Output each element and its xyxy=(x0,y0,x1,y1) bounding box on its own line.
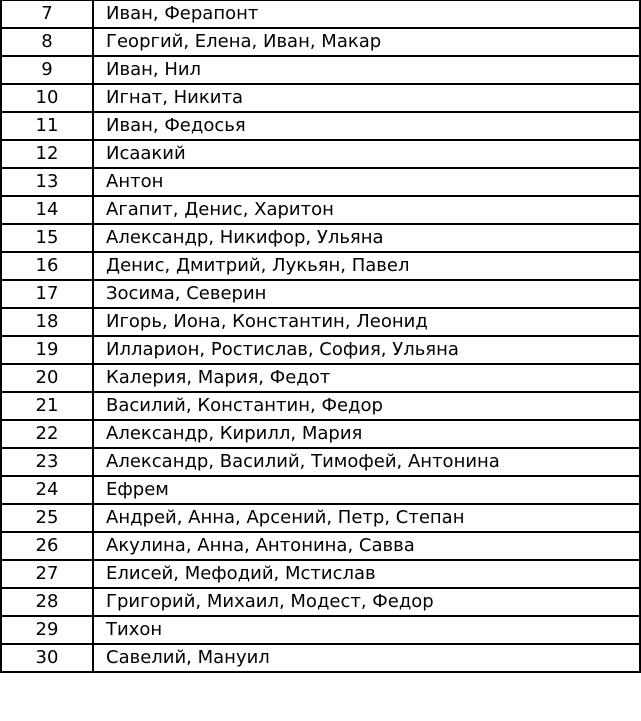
table-row xyxy=(1,532,640,560)
day-number-cell: 12 xyxy=(1,140,93,168)
day-number-cell: 24 xyxy=(1,476,93,504)
day-number-cell: 14 xyxy=(1,196,93,224)
name-day-names-cell: Григорий, Михаил, Модест, Федор xyxy=(93,588,640,616)
table-row xyxy=(1,588,640,616)
name-day-names-cell: Иван, Ферапонт xyxy=(93,1,640,29)
name-day-names-cell: Александр, Василий, Тимофей, Антонина xyxy=(93,448,640,476)
table-row xyxy=(1,364,640,392)
table-row xyxy=(1,280,640,308)
name-day-names-cell: Александр, Кирилл, Мария xyxy=(93,420,640,448)
table-row xyxy=(1,448,640,476)
table-row xyxy=(1,224,640,252)
day-number-cell: 28 xyxy=(1,588,93,616)
table-row xyxy=(1,56,640,84)
day-number-cell: 7 xyxy=(1,1,93,29)
day-number-cell: 26 xyxy=(1,532,93,560)
day-number-cell: 23 xyxy=(1,448,93,476)
table-row xyxy=(1,420,640,448)
name-day-names-cell: Тихон xyxy=(93,616,640,644)
day-number-cell: 9 xyxy=(1,56,93,84)
table-row xyxy=(1,252,640,280)
name-day-names-cell: Савелий, Мануил xyxy=(93,644,640,672)
day-number-cell: 16 xyxy=(1,252,93,280)
table-row xyxy=(1,476,640,504)
name-day-names-cell: Зосима, Северин xyxy=(93,280,640,308)
table-row xyxy=(1,1,640,29)
name-day-names-cell: Иван, Нил xyxy=(93,56,640,84)
name-day-names-cell: Агапит, Денис, Харитон xyxy=(93,196,640,224)
name-day-names-cell: Исаакий xyxy=(93,140,640,168)
table-row xyxy=(1,392,640,420)
day-number-cell: 13 xyxy=(1,168,93,196)
table-row xyxy=(1,196,640,224)
day-number-cell: 27 xyxy=(1,560,93,588)
table-row xyxy=(1,616,640,644)
day-number-cell: 18 xyxy=(1,308,93,336)
name-day-names-cell: Акулина, Анна, Антонина, Савва xyxy=(93,532,640,560)
table-row xyxy=(1,504,640,532)
name-day-names-cell: Денис, Дмитрий, Лукьян, Павел xyxy=(93,252,640,280)
day-number-cell: 19 xyxy=(1,336,93,364)
day-number-cell: 8 xyxy=(1,28,93,56)
name-day-names-cell: Калерия, Мария, Федот xyxy=(93,364,640,392)
table-row xyxy=(1,560,640,588)
name-day-names-cell: Георгий, Елена, Иван, Макар xyxy=(93,28,640,56)
day-number-cell: 29 xyxy=(1,616,93,644)
name-day-names-cell: Иван, Федосья xyxy=(93,112,640,140)
table-row xyxy=(1,644,640,672)
day-number-cell: 20 xyxy=(1,364,93,392)
name-day-names-cell: Елисей, Мефодий, Мстислав xyxy=(93,560,640,588)
name-day-names-cell: Антон xyxy=(93,168,640,196)
table-row xyxy=(1,336,640,364)
day-number-cell: 17 xyxy=(1,280,93,308)
day-number-cell: 25 xyxy=(1,504,93,532)
name-day-names-cell: Александр, Никифор, Ульяна xyxy=(93,224,640,252)
day-number-cell: 22 xyxy=(1,420,93,448)
name-day-names-cell: Андрей, Анна, Арсений, Петр, Степан xyxy=(93,504,640,532)
day-number-cell: 11 xyxy=(1,112,93,140)
table-row xyxy=(1,308,640,336)
name-day-names-cell: Василий, Константин, Федор xyxy=(93,392,640,420)
name-day-names-cell: Игнат, Никита xyxy=(93,84,640,112)
table-row xyxy=(1,112,640,140)
name-day-names-cell: Ефрем xyxy=(93,476,640,504)
name-day-names-cell: Игорь, Иона, Константин, Леонид xyxy=(93,308,640,336)
day-number-cell: 15 xyxy=(1,224,93,252)
table-row xyxy=(1,140,640,168)
day-number-cell: 30 xyxy=(1,644,93,672)
table-row xyxy=(1,28,640,56)
table-row xyxy=(1,84,640,112)
day-number-cell: 10 xyxy=(1,84,93,112)
table-row xyxy=(1,168,640,196)
table-body xyxy=(1,1,640,673)
name-day-names-cell: Илларион, Ростислав, София, Ульяна xyxy=(93,336,640,364)
day-number-cell: 21 xyxy=(1,392,93,420)
